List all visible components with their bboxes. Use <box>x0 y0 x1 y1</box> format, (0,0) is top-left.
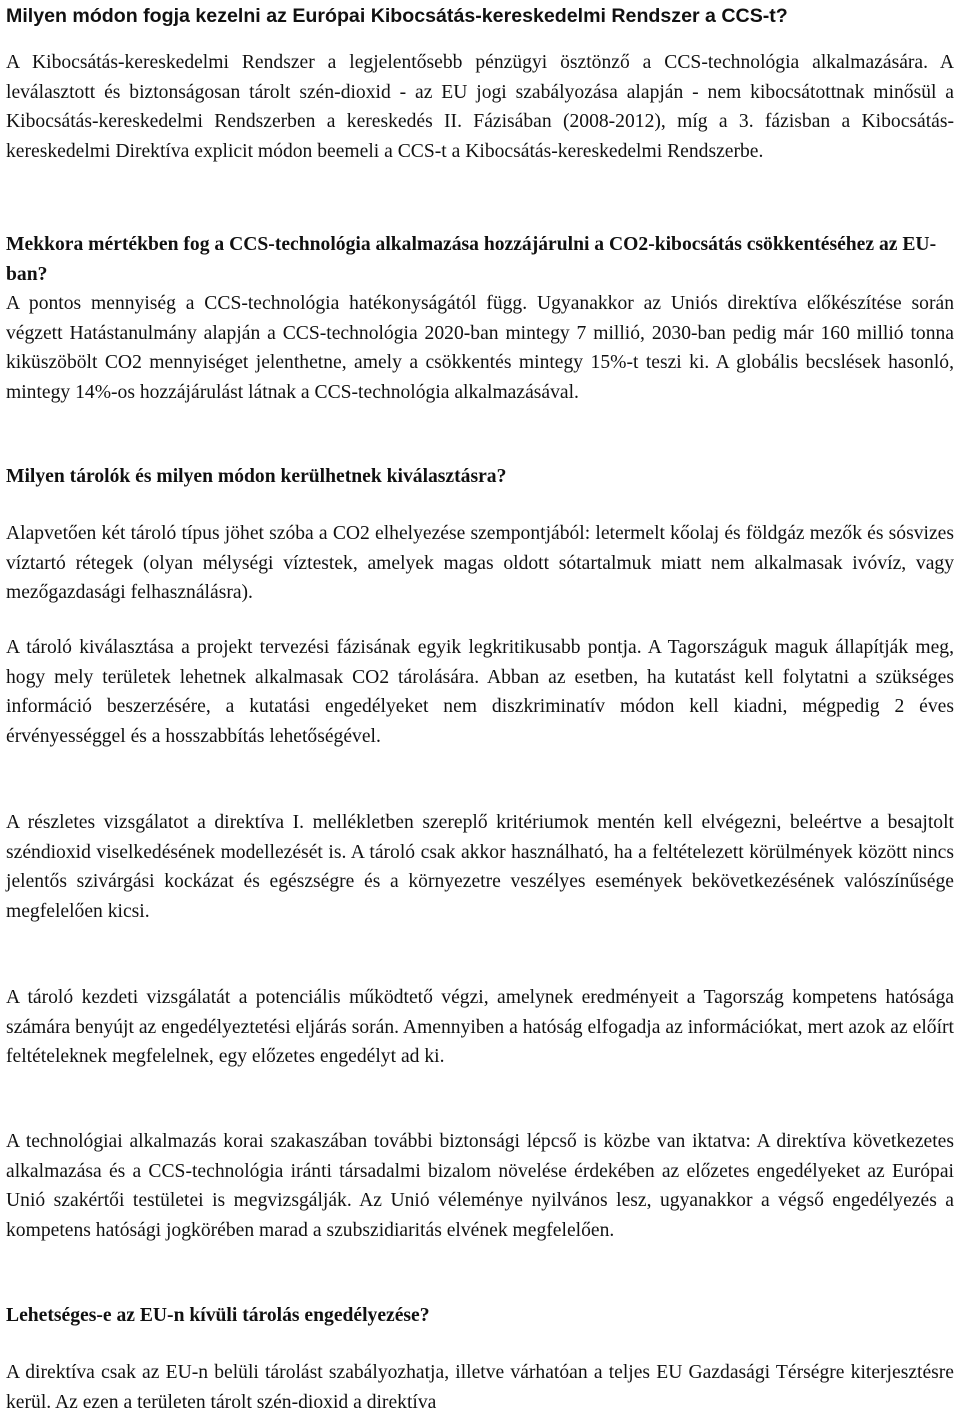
paragraph-storage-choice: A tároló kiválasztása a projekt tervezési fázisának egyik legkritikusabb pontja. A Tagországuk maguk állapítják meg, hogy mely területek lehetnek alkalmasak CO2 tárolására. Abban az esetben, ha kutatást kell folytatni a szükséges információ beszerzésére, a kutatási engedélyeket nem diszkriminatív módon kell kiadni, mégpedig 2 éves érvényességgel és a hosszabbítás lehetőségével. <box>6 637 954 747</box>
heading-outside-eu: Lehetséges-e az EU-n kívüli tárolás engedélyezése? <box>6 1305 430 1326</box>
heading-ccs-contribution: Mekkora mértékben fog a CCS-technológia alkalmazása hozzájárulni a CO2-kibocsátás csökkentéséhez az EU-ban? <box>6 234 937 285</box>
paragraph-ets-incentive: A Kibocsátás-kereskedelmi Rendszer a legjelentősebb pénzügyi ösztönző a CCS-technológia alkalmazására. A leválasztott és biztonságosan tárolt szén-dioxid - az EU jogi szabályozása alapján - nem kibocsátottnak minősül a Kibocsátás-kereskedelmi Rendszerben a kereskedés II. Fázisában (2008-2012), míg a 3. fázisban a Kibocsátás-kereskedelmi Direktíva explicit módon beemeli a CCS-t a Kibocsátás-kereskedelmi Rendszerbe. <box>6 52 954 162</box>
paragraph-ccs-quantity: A pontos mennyiség a CCS-technológia hatékonyságától függ. Ugyanakkor az Uniós direktíva előkészítése során végzett Hatástanulmány alapján a CCS-technológia 2020-ban mintegy 7 millió, 2030-ban pedig már 160 millió tonna kiküszöbölt CO2 mennyiséget jelenthetne, amely a csökkentés mintegy 15%-t teszi ki. A globális becslések hasonló, mintegy 14%-os hozzájárulást látnak a CCS-technológia alkalmazásával. <box>6 293 954 403</box>
paragraph-detailed-study: A részletes vizsgálatot a direktíva I. mellékletben szereplő kritériumok mentén kell elvégezni, beleértve a besajtolt széndioxid viselkedésének modellezését is. A tároló csak akkor használható, ha a feltételezett körülmények között nincs jelentős szivárgási kockázat és egészségre és a környezetre veszélyes események bekövetkezésének valószínűsége megfelelően kicsi. <box>6 812 954 922</box>
paragraph-storage-types: Alapvetően két tároló típus jöhet szóba a CO2 elhelyezése szempontjából: letermelt kőolaj és földgáz mezők és sósvizes víztartó rétegek (olyan mélységi víztestek, amelyek magas oldott sótartalmuk miatt nem alkalmasak ivóvíz, vagy mezőgazdasági felhasználásra). <box>6 523 954 604</box>
heading-storage-selection: Milyen tárolók és milyen módon kerülhetnek kiválasztásra? <box>6 466 507 487</box>
paragraph-outside-eu: A direktíva csak az EU-n belüli tárolást szabályozhatja, illetve várhatóan a teljes EU Gazdasági Térségre kiterjesztésre kerül. Az ezen a területen tárolt szén-dioxid a direktíva <box>6 1362 954 1413</box>
heading-ets-ccs: Milyen módon fogja kezelni az Európai Kibocsátás-kereskedelmi Rendszer a CCS-t? <box>6 5 788 27</box>
paragraph-initial-study: A tároló kezdeti vizsgálatát a potenciális működtető végzi, amelynek eredményeit a Tagország kompetens hatósága számára benyújt az engedélyeztetési eljárás során. Amennyiben a hatóság elfogadja az információkat, mert azok az előírt feltételeknek megfelelnek, egy előzetes engedélyt ad ki. <box>6 987 954 1068</box>
paragraph-safety-step: A technológiai alkalmazás korai szakaszában további biztonsági lépcső is közbe van iktatva: A direktíva következetes alkalmazása és a CCS-technológia iránti társadalmi bizalom növelése érdekében az előzetes engedélyeket az Európai Unió szakértői testületei is megvizsgálják. Az Unió véleménye nyilvános lesz, ugyanakkor a végső engedélyezés a kompetens hatósági jogkörében marad a szubszidiaritás elvének megfelelően. <box>6 1131 954 1241</box>
